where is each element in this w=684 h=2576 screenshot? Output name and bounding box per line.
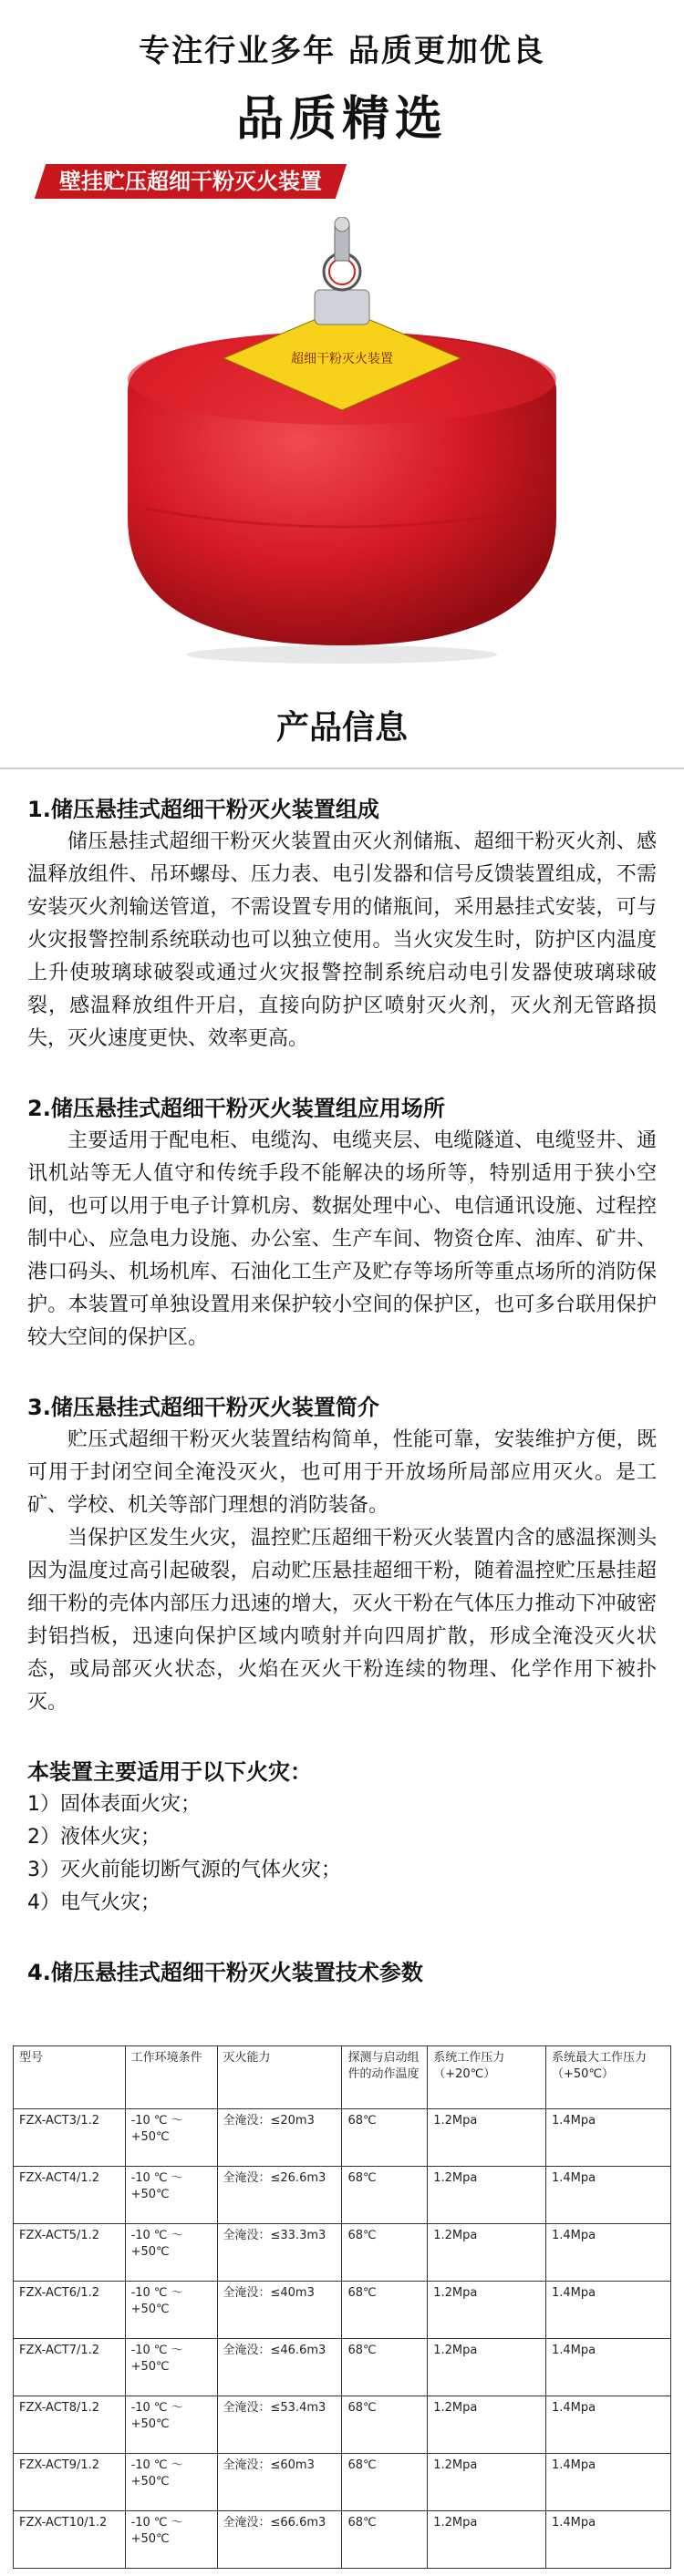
ribbon-text: 壁挂贮压超细干粉灭火装置	[59, 169, 322, 194]
table-cell: 全淹没：≤20m3	[217, 2109, 342, 2167]
table-cell: 68℃	[342, 2224, 428, 2282]
list-item: 2）液体火灾；	[27, 1826, 161, 1849]
table-cell: FZX-ACT8/1.2	[14, 2396, 126, 2454]
table-cell: 全淹没：≤66.6m3	[217, 2511, 342, 2569]
table-cell: 1.4Mpa	[545, 2396, 670, 2454]
table-cell: 1.4Mpa	[545, 2282, 670, 2339]
params-heading: 4.储压悬挂式超细干粉灭火装置技术参数	[27, 1960, 423, 1985]
table-cell: -10 ℃ ～ +50℃	[125, 2224, 217, 2282]
table-cell: 68℃	[342, 2454, 428, 2511]
list-item: 3）灭火前能切断气源的气体火灾；	[27, 1859, 341, 1881]
table-cell: FZX-ACT4/1.2	[14, 2167, 126, 2224]
table-cell: -10 ℃ ～ +50℃	[125, 2454, 217, 2511]
table-row	[14, 2454, 671, 2511]
table-cell: 1.2Mpa	[428, 2224, 546, 2282]
table-cell: 68℃	[342, 2511, 428, 2569]
top-slogan: 专注行业多年 品质更加优良	[139, 33, 545, 69]
table-header-cell: 探测与启动组件的动作温度	[342, 2046, 428, 2109]
table-cell: FZX-ACT5/1.2	[14, 2224, 126, 2282]
section-paragraph: 贮压式超细干粉灭火装置结构简单，性能可靠，安装维护方便，既可用于封闭空间全淹没灭火，也可用于开放场所局部应用灭火。是工矿、学校、机关等部门理想的消防装备。	[27, 1428, 657, 1517]
table-row	[14, 2167, 671, 2224]
table-cell: 68℃	[342, 2396, 428, 2454]
section-paragraph: 储压悬挂式超细干粉灭火装置由灭火剂储瓶、超细干粉灭火剂、感温释放组件、吊环螺母、压力表、电引发器和信号反馈装置组成，不需安装灭火剂输送管道，不需设置专用的储瓶间，采用悬挂式安装，可与火灾报警控制系统联动也可以独立使用。当火灾发生时，防护区内温度上升使玻璃球破裂或通过火灾报警控制系统启动电引发器使玻璃球破裂，感温释放组件开启，直接向防护区喷射灭火剂，灭火剂无管路损失，灭火速度更快、效率更高。	[27, 830, 657, 1050]
table-cell: FZX-ACT10/1.2	[14, 2511, 126, 2569]
table-cell: FZX-ACT3/1.2	[14, 2109, 126, 2167]
table-cell: 1.4Mpa	[545, 2109, 670, 2167]
product-info-title: 产品信息	[275, 709, 408, 747]
table-cell: 68℃	[342, 2109, 428, 2167]
fire-extinguisher-image	[109, 217, 575, 673]
table-cell: 68℃	[342, 2339, 428, 2396]
page-title: 品质精选	[235, 92, 448, 147]
table-cell: 全淹没：≤53.4m3	[217, 2396, 342, 2454]
table-cell: -10 ℃ ～ +50℃	[125, 2511, 217, 2569]
table-cell: -10 ℃ ～ +50℃	[125, 2396, 217, 2454]
table-row	[14, 2339, 671, 2396]
table-cell: 1.4Mpa	[545, 2454, 670, 2511]
table-cell: 1.2Mpa	[428, 2396, 546, 2454]
table-cell: -10 ℃ ～ +50℃	[125, 2167, 217, 2224]
table-header-cell: 系统工作压力（+20℃）	[428, 2046, 546, 2109]
section-paragraph: 主要适用于配电柜、电缆沟、电缆夹层、电缆隧道、电缆竖井、通讯机站等无人值守和传统手段不能解决的场所等，特别适用于狭小空间，也可以用于电子计算机房、数据处理中心、电信通讯设施、过程控制中心、应急电力设施、办公室、生产车间、物资仓库、油库、矿井、港口码头、机场机库、石油化工生产及贮存等场所等重点场所的消防保护。本装置可单独设置用来保护较小空间的保护区，也可多台联用保护较大空间的保护区。	[27, 1129, 657, 1349]
section-paragraph: 当保护区发生火灾，温控贮压超细干粉灭火装置内含的感温探测头因为温度过高引起破裂，启动贮压悬挂超细干粉，随着温控贮压悬挂超细干粉的壳体内部压力迅速的增大，灭火干粉在气体压力推动下冲破密封铝挡板，迅速向保护区域内喷射并向四周扩散，形成全淹没灭火状态，或局部灭火状态，火焰在灭火干粉连续的物理、化学作用下被扑灭。	[27, 1527, 657, 1714]
product-ribbon	[35, 164, 347, 199]
table-cell: 全淹没：≤40m3	[217, 2282, 342, 2339]
table-row	[14, 2109, 671, 2167]
table-row	[14, 2396, 671, 2454]
section-heading: 1.储压悬挂式超细干粉灭火装置组成	[27, 797, 379, 822]
table-cell: 全淹没：≤26.6m3	[217, 2167, 342, 2224]
list-item: 4）电气火灾；	[27, 1891, 161, 1914]
table-cell: 68℃	[342, 2282, 428, 2339]
table-header-cell: 灭火能力	[217, 2046, 342, 2109]
table-cell: 1.2Mpa	[428, 2339, 546, 2396]
table-cell: 1.2Mpa	[428, 2167, 546, 2224]
table-cell: 全淹没：≤60m3	[217, 2454, 342, 2511]
table-cell: 1.2Mpa	[428, 2109, 546, 2167]
section-heading: 3.储压悬挂式超细干粉灭火装置简介	[27, 1395, 379, 1420]
table-header-cell: 工作环境条件	[125, 2046, 217, 2109]
table-cell: -10 ℃ ～ +50℃	[125, 2282, 217, 2339]
table-cell: 全淹没：≤33.3m3	[217, 2224, 342, 2282]
table-cell: 1.2Mpa	[428, 2454, 546, 2511]
content	[27, 793, 657, 1989]
table-cell: 1.4Mpa	[545, 2167, 670, 2224]
table-cell: -10 ℃ ～ +50℃	[125, 2109, 217, 2167]
table-header-cell: 型号	[14, 2046, 126, 2109]
table-cell: 1.2Mpa	[428, 2511, 546, 2569]
table-header-cell: 系统最大工作压力（+50℃）	[545, 2046, 670, 2109]
table-cell: -10 ℃ ～ +50℃	[125, 2339, 217, 2396]
table-row	[14, 2224, 671, 2282]
table-cell: 1.4Mpa	[545, 2339, 670, 2396]
title-divider	[0, 768, 684, 769]
table-cell: 1.4Mpa	[545, 2511, 670, 2569]
suitable-heading: 本装置主要适用于以下火灾：	[27, 1759, 312, 1785]
table-cell: FZX-ACT7/1.2	[14, 2339, 126, 2396]
table-row	[14, 2511, 671, 2569]
table-cell: 1.4Mpa	[545, 2224, 670, 2282]
list-item: 1）固体表面火灾；	[27, 1793, 201, 1816]
table-cell: 68℃	[342, 2167, 428, 2224]
product-label-text: 超细干粉灭火装置	[291, 352, 393, 366]
table-cell: 1.2Mpa	[428, 2282, 546, 2339]
table-row	[14, 2282, 671, 2339]
table-cell: FZX-ACT6/1.2	[14, 2282, 126, 2339]
table-cell: 全淹没：≤46.6m3	[217, 2339, 342, 2396]
spec-table	[13, 2045, 671, 2569]
table-header-row	[14, 2046, 671, 2109]
section-heading: 2.储压悬挂式超细干粉灭火装置组应用场所	[27, 1096, 445, 1121]
table-cell: FZX-ACT9/1.2	[14, 2454, 126, 2511]
